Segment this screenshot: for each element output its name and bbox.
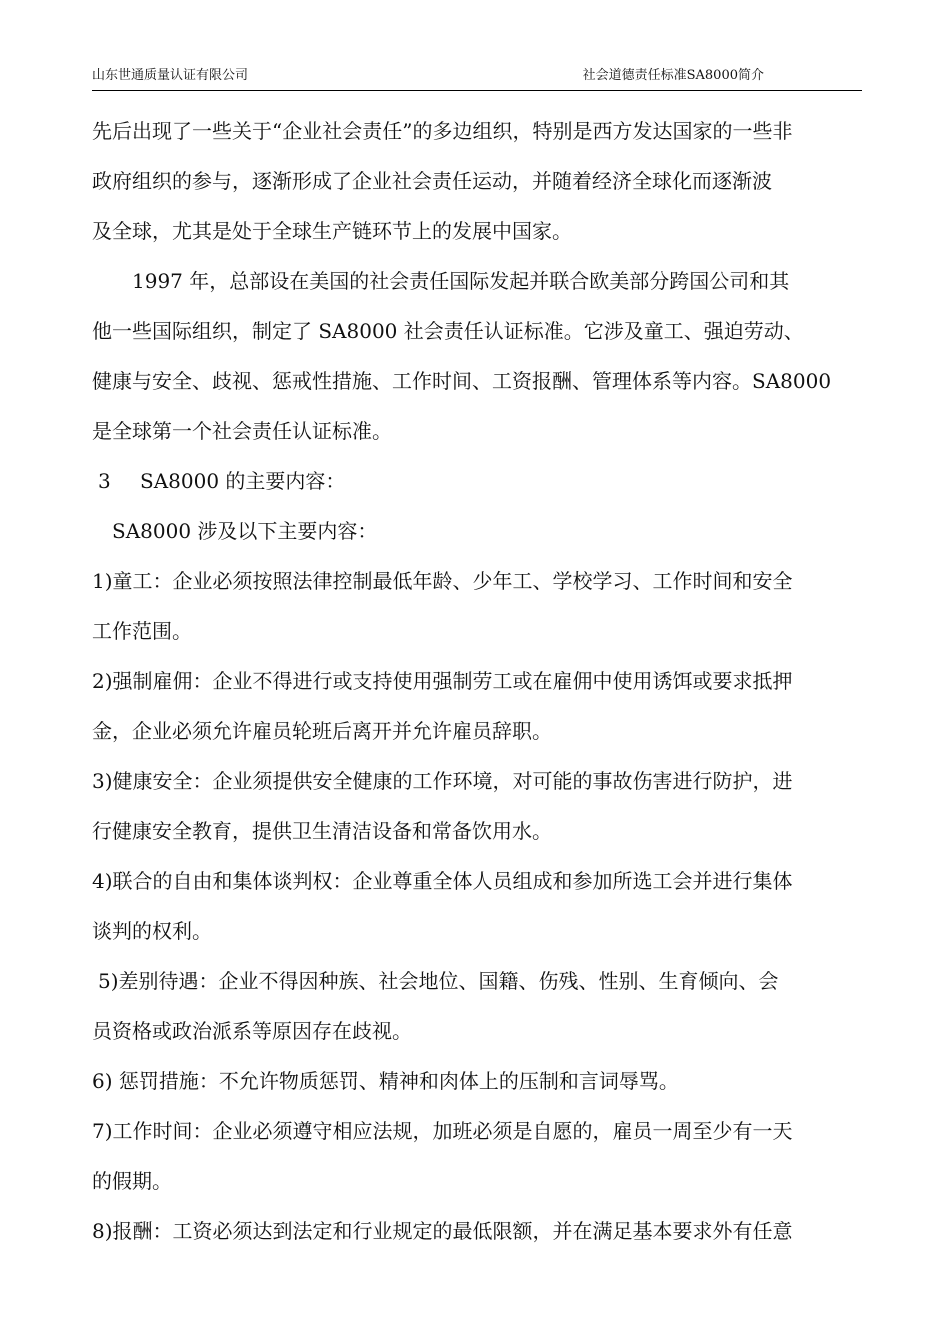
paragraph-line: 他一些国际组织，制定了 SA8000 社会责任认证标准。它涉及童工、强迫劳动、 xyxy=(92,319,804,343)
paragraph-line: 及全球，尤其是处于全球生产链环节上的发展中国家。 xyxy=(92,219,572,243)
section-heading xyxy=(92,456,862,506)
list-item-line: 的假期。 xyxy=(92,1169,172,1193)
list-item-line: 6) 惩罚措施：不允许物质惩罚、精神和肉体上的压制和言词辱骂。 xyxy=(92,1069,679,1093)
paragraph-line: 是全球第一个社会责任认证标准。 xyxy=(92,419,392,443)
document-body xyxy=(92,106,862,1256)
list-item-line: 1)童工：企业必须按照法律控制最低年龄、少年工、学校学习、工作时间和安全 xyxy=(92,569,793,593)
list-item-line: 行健康安全教育，提供卫生清洁设备和常备饮用水。 xyxy=(92,819,552,843)
paragraph-line: 先后出现了一些关于“企业社会责任”的多边组织，特别是西方发达国家的一些非 xyxy=(92,119,793,143)
list-item-line: 谈判的权利。 xyxy=(92,919,212,943)
paragraph-line: 健康与安全、歧视、惩戒性措施、工作时间、工资报酬、管理体系等内容。SA8000 xyxy=(92,369,832,393)
section-title: SA8000 的主要内容： xyxy=(140,469,346,493)
page-header xyxy=(92,66,862,91)
section-number: 3 xyxy=(98,469,111,493)
list-item-line: 7)工作时间：企业必须遵守相应法规，加班必须是自愿的，雇员一周至少有一天 xyxy=(92,1119,793,1143)
paragraph-line: SA8000 涉及以下主要内容： xyxy=(112,519,378,543)
list-item-line: 8)报酬：工资必须达到法定和行业规定的最低限额，并在满足基本要求外有任意 xyxy=(92,1219,793,1243)
list-item-line: 5)差别待遇：企业不得因种族、社会地位、国籍、伤残、性别、生育倾向、会 xyxy=(98,969,779,993)
header-company-name: 山东世通质量认证有限公司 xyxy=(92,68,249,83)
list-item-line: 2)强制雇佣：企业不得进行或支持使用强制劳工或在雇佣中使用诱饵或要求抵押 xyxy=(92,669,793,693)
paragraph-line: 政府组织的参与，逐渐形成了企业社会责任运动，并随着经济全球化而逐渐波 xyxy=(92,169,772,193)
list-item-line: 4)联合的自由和集体谈判权：企业尊重全体人员组成和参加所选工会并进行集体 xyxy=(92,869,793,893)
header-document-title: 社会道德责任标准SA8000简介 xyxy=(582,68,764,83)
list-item-line: 3)健康安全：企业须提供安全健康的工作环境，对可能的事故伤害进行防护，进 xyxy=(92,769,793,793)
paragraph-line: 1997 年，总部设在美国的社会责任国际发起并联合欧美部分跨国公司和其 xyxy=(132,269,790,293)
list-item-line: 员资格或政治派系等原因存在歧视。 xyxy=(92,1019,412,1043)
list-item-line: 金，企业必须允许雇员轮班后离开并允许雇员辞职。 xyxy=(92,719,552,743)
list-item-line: 工作范围。 xyxy=(92,619,192,643)
